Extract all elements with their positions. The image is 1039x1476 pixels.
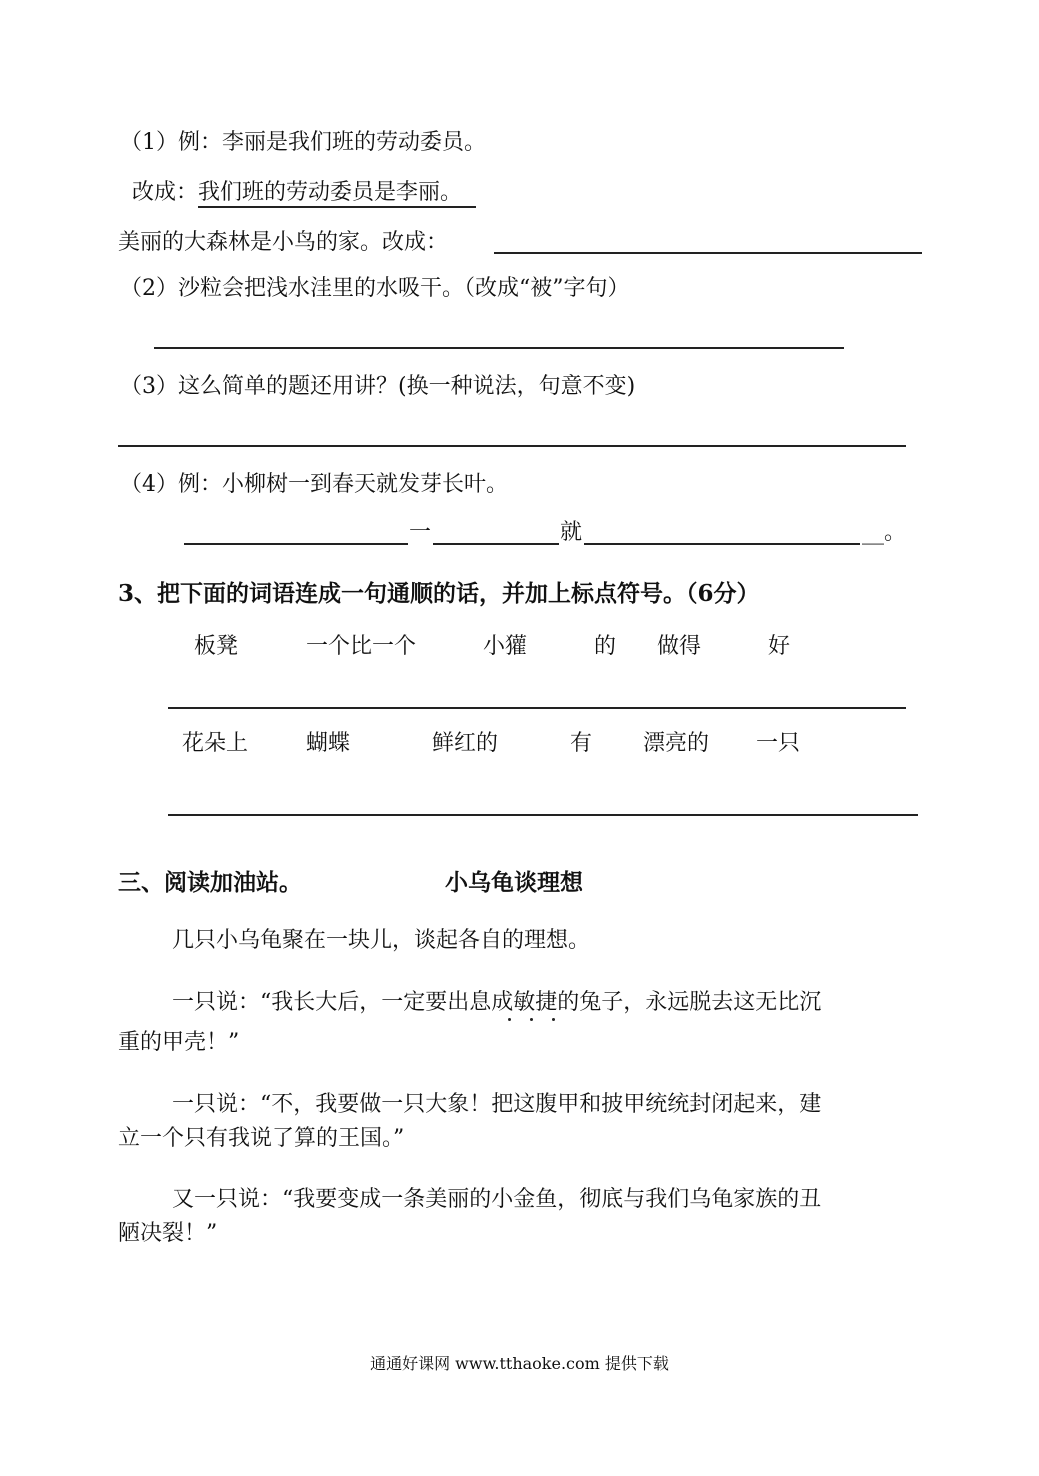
- item1-task: 美丽的大森林是小鸟的家。改成：: [118, 230, 449, 255]
- word-card: 漂亮的: [643, 731, 710, 756]
- word-card: 一只: [756, 731, 801, 756]
- reading-paragraph-2-line-1: 一只说：“我长大后，一定要出息成敏捷的兔子，永远脱去这无比沉: [172, 990, 822, 1015]
- word-card: 蝴蝶: [306, 731, 351, 756]
- item1-example: （1）例：李丽是我们班的劳动委员。: [120, 130, 486, 155]
- item4-word-jiu: 就: [560, 520, 583, 545]
- word-card: 一个比一个: [306, 634, 417, 659]
- item4-blank-3[interactable]: [584, 543, 860, 545]
- item4-label: （4）例：小柳树一到春天就发芽长叶。: [120, 472, 508, 497]
- item4-blank-2[interactable]: [433, 543, 559, 545]
- word-card: 的: [594, 634, 617, 659]
- reading-heading: 三、阅读加油站。: [118, 869, 302, 896]
- item2-answer-line[interactable]: [154, 347, 844, 349]
- emphasis-dot: [552, 1018, 555, 1021]
- item3-answer-line[interactable]: [118, 445, 906, 447]
- reading-title: 小乌龟谈理想: [445, 869, 583, 896]
- item4-end: __。: [862, 520, 907, 545]
- group1-answer-line[interactable]: [168, 707, 906, 709]
- reading-paragraph-2-line-2: 重的甲壳！”: [118, 1030, 240, 1055]
- item4-word-yi: 一: [409, 520, 432, 545]
- item1-answer: 我们班的劳动委员是李丽。: [198, 180, 462, 208]
- item1-answer-prefix: 改成：: [132, 180, 199, 205]
- word-card: 板凳: [194, 634, 239, 659]
- reading-paragraph-4-line-2: 陋决裂！”: [118, 1221, 218, 1246]
- reading-paragraph-4-line-1: 又一只说：“我要变成一条美丽的小金鱼，彻底与我们乌龟家族的丑: [172, 1187, 822, 1212]
- item1-answer-line[interactable]: [494, 252, 922, 254]
- emphasis-dot: [530, 1018, 533, 1021]
- item3-label: （3）这么简单的题还用讲？(换一种说法，句意不变): [120, 374, 636, 399]
- word-card: 花朵上: [182, 731, 249, 756]
- item2-label: （2）沙粒会把浅水洼里的水吸干。（改成“被”字句）: [120, 276, 630, 301]
- page-footer: 通通好课网 www.tthaoke.com 提供下载: [370, 1354, 669, 1373]
- reading-paragraph-3-line-2: 立一个只有我说了算的王国。”: [118, 1126, 405, 1151]
- reading-paragraph-3-line-1: 一只说：“不，我要做一只大象！把这腹甲和披甲统统封闭起来，建: [172, 1092, 822, 1117]
- item4-blank-1[interactable]: [184, 543, 408, 545]
- word-card: 做得: [657, 634, 702, 659]
- exercise3-heading: 3、把下面的词语连成一句通顺的话，并加上标点符号。（6分）: [118, 580, 760, 607]
- item1-answer-row: [132, 178, 476, 208]
- word-card: 鲜红的: [432, 731, 499, 756]
- word-card: 好: [768, 634, 791, 659]
- word-card: 小獾: [483, 634, 528, 659]
- group2-answer-line[interactable]: [168, 814, 918, 816]
- emphasis-dot: [508, 1018, 511, 1021]
- word-card: 有: [570, 731, 593, 756]
- reading-paragraph-1: 几只小乌龟聚在一块儿，谈起各自的理想。: [172, 928, 591, 953]
